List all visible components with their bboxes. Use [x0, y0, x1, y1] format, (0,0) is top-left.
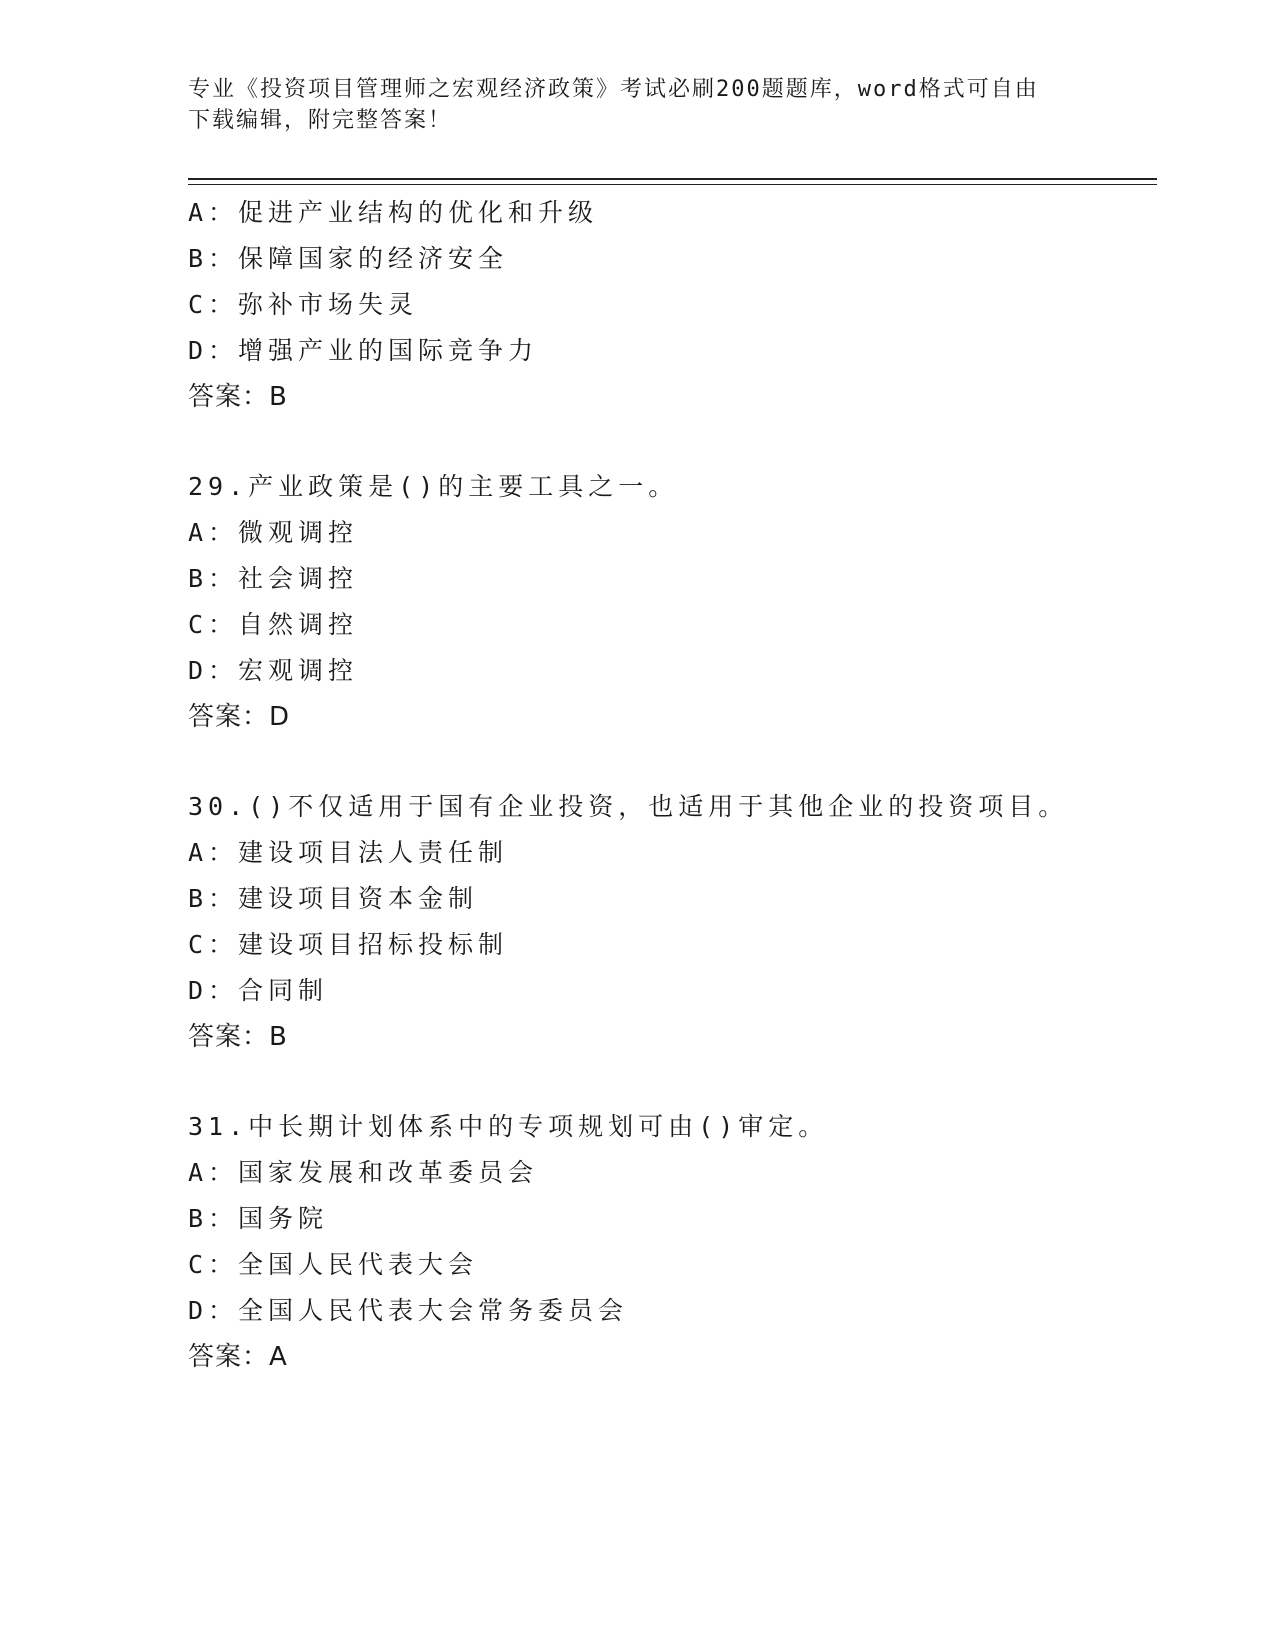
option-b: B：社会调控 — [188, 564, 359, 593]
answer-line: 答案：B — [188, 382, 288, 412]
question-stem: 30.()不仅适用于国有企业投资，也适用于其他企业的投资项目。 — [188, 792, 1069, 821]
answer-line: 答案：D — [188, 702, 291, 732]
option-c: C：弥补市场失灵 — [188, 290, 419, 319]
option-c: C：自然调控 — [188, 610, 359, 639]
question-stem: 29.产业政策是()的主要工具之一。 — [188, 472, 679, 501]
question-block — [188, 190, 1148, 420]
option-c: C：全国人民代表大会 — [188, 1250, 479, 1279]
spacer — [188, 740, 1148, 784]
option-d: D：宏观调控 — [188, 656, 359, 685]
document-header — [188, 74, 1088, 136]
question-list — [188, 190, 1148, 1380]
header-divider-thick — [188, 178, 1157, 180]
answer-line: 答案：A — [188, 1342, 288, 1372]
option-a: A：国家发展和改革委员会 — [188, 1158, 539, 1187]
option-b: B：建设项目资本金制 — [188, 884, 479, 913]
header-line-2: 下载编辑，附完整答案！ — [188, 108, 453, 133]
question-block — [188, 784, 1148, 1060]
option-d: D：增强产业的国际竞争力 — [188, 336, 539, 365]
spacer — [188, 420, 1148, 464]
option-b: B：保障国家的经济安全 — [188, 244, 509, 273]
option-a: A：微观调控 — [188, 518, 359, 547]
question-stem: 31.中长期计划体系中的专项规划可由()审定。 — [188, 1112, 829, 1141]
option-c: C：建设项目招标投标制 — [188, 930, 509, 959]
option-b: B：国务院 — [188, 1204, 329, 1233]
question-block — [188, 464, 1148, 740]
option-d: D：合同制 — [188, 976, 329, 1005]
option-d: D：全国人民代表大会常务委员会 — [188, 1296, 629, 1325]
spacer — [188, 1060, 1148, 1104]
option-a: A：建设项目法人责任制 — [188, 838, 509, 867]
answer-line: 答案：B — [188, 1022, 288, 1052]
header-line-1: 专业《投资项目管理师之宏观经济政策》考试必刷200题题库，word格式可自由 — [188, 77, 1039, 102]
option-a: A：促进产业结构的优化和升级 — [188, 198, 599, 227]
header-divider-thin — [188, 184, 1157, 185]
question-block — [188, 1104, 1148, 1380]
